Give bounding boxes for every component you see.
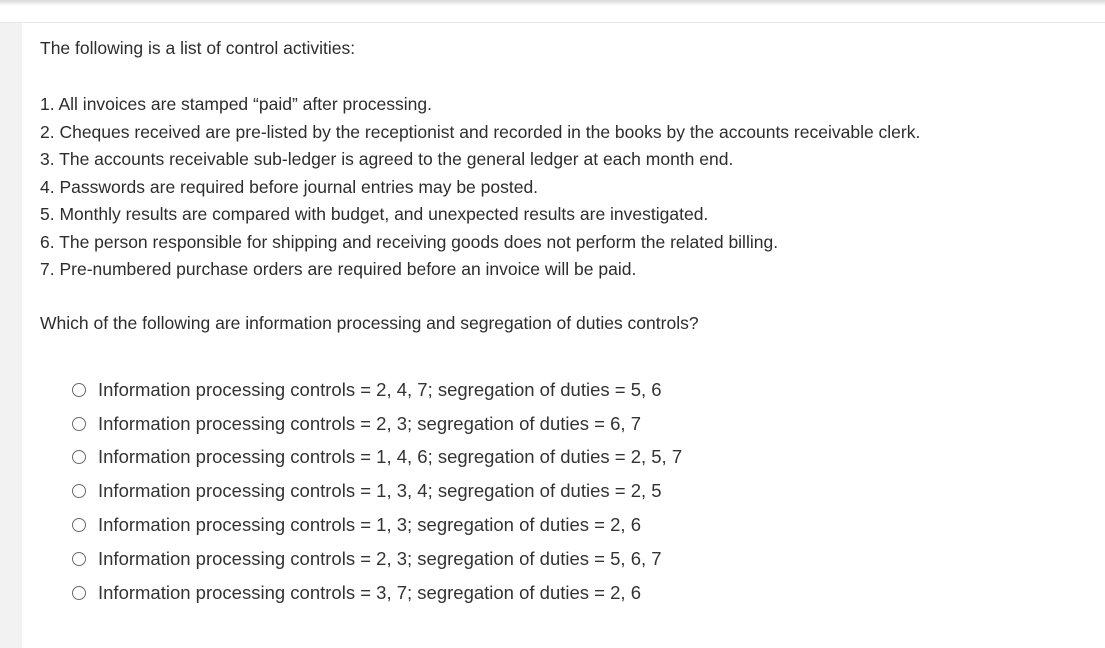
- question-prompt: Which of the following are information processing and segregation of duties controls?: [40, 313, 699, 333]
- question-intro: The following is a list of control activities:: [40, 38, 356, 58]
- radio-button[interactable]: [72, 552, 86, 566]
- answer-option-label[interactable]: Information processing controls = 2, 4, 7; segregation of duties = 5, 6: [98, 378, 662, 400]
- radio-button[interactable]: [72, 383, 86, 397]
- answer-option-7[interactable]: [72, 576, 682, 610]
- answer-option-4[interactable]: [72, 474, 682, 508]
- answer-option-3[interactable]: [72, 441, 682, 475]
- answer-option-label[interactable]: Information processing controls = 1, 3, 4; segregation of duties = 2, 5: [98, 480, 662, 502]
- top-header-strip: [0, 0, 1105, 23]
- activity-item: 4. Passwords are required before journal entries may be posted.: [40, 176, 539, 197]
- activity-item: 7. Pre-numbered purchase orders are required before an invoice will be paid.: [40, 259, 637, 279]
- answer-option-label[interactable]: Information processing controls = 1, 3; segregation of duties = 2, 6: [98, 514, 641, 536]
- radio-button[interactable]: [72, 518, 86, 532]
- radio-button[interactable]: [72, 586, 86, 600]
- radio-button[interactable]: [72, 450, 86, 464]
- activity-item: 6. The person responsible for shipping and receiving goods does not perform the related billing.: [40, 231, 779, 252]
- answer-option-6[interactable]: [72, 542, 682, 576]
- activity-item: 2. Cheques received are pre-listed by the receptionist and recorded in the books by the accounts receivable clerk.: [40, 121, 921, 142]
- answer-option-1[interactable]: [72, 373, 682, 407]
- answer-option-label[interactable]: Information processing controls = 1, 4, 6; segregation of duties = 2, 5, 7: [98, 446, 683, 468]
- radio-button[interactable]: [72, 417, 86, 431]
- answer-option-label[interactable]: Information processing controls = 2, 3; segregation of duties = 6, 7: [98, 412, 641, 434]
- answer-option-label[interactable]: Information processing controls = 2, 3; segregation of duties = 5, 6, 7: [98, 547, 662, 569]
- answer-option-2[interactable]: [72, 407, 682, 441]
- radio-button[interactable]: [72, 484, 86, 498]
- answer-options: [72, 373, 682, 610]
- answer-option-5[interactable]: [72, 508, 682, 542]
- header-shadow: [0, 0, 1105, 6]
- activity-item: 1. All invoices are stamped “paid” after processing.: [40, 94, 432, 114]
- activity-item: 3. The accounts receivable sub-ledger is agreed to the general ledger at each month end.: [40, 149, 734, 169]
- activity-item: 5. Monthly results are compared with budget, and unexpected results are investigated.: [40, 204, 709, 224]
- control-activities-list: [40, 91, 920, 284]
- answer-option-label[interactable]: Information processing controls = 3, 7; segregation of duties = 2, 6: [98, 581, 641, 603]
